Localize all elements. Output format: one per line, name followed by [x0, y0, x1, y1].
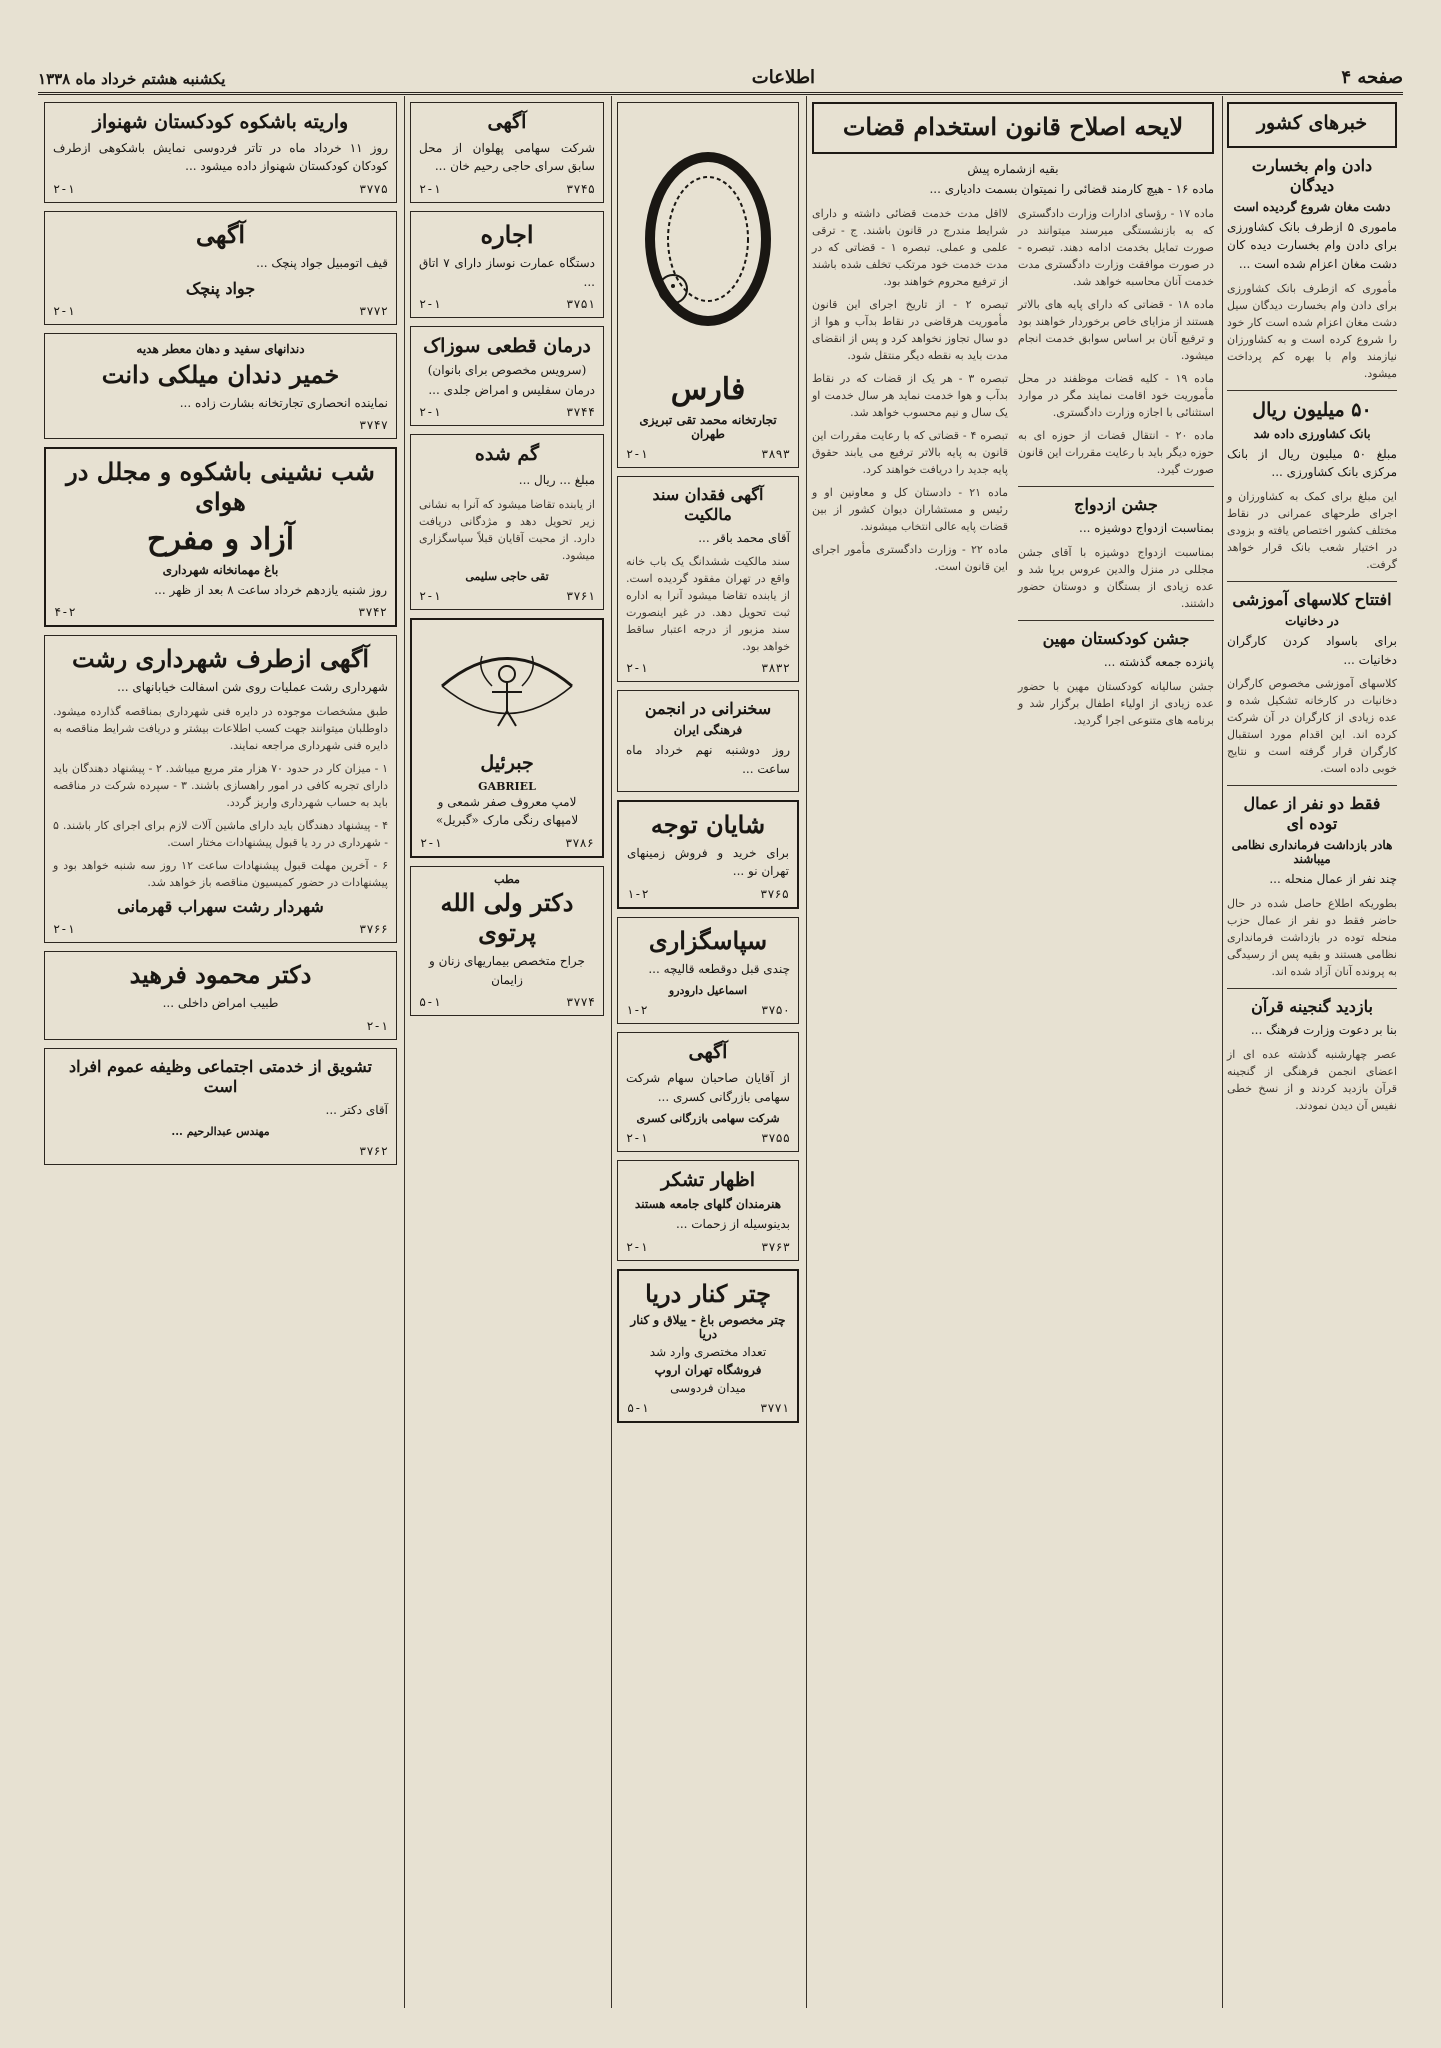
doctor-name: دکتر ولی الله پرتوی	[440, 887, 574, 947]
paper-name: اطلاعات	[751, 67, 816, 88]
clinic-ad	[410, 326, 604, 426]
clinic-sub: (سرویس مخصوص برای بانوان)	[427, 362, 587, 377]
thanks2-sub: هنرمندان گلهای جامعه هستند	[634, 1197, 782, 1212]
ad-code: ۲-۱ ۳۷۵۱	[419, 297, 595, 312]
filler-text: بطوریکه اطلاع حاصل شده در حال حاضر فقط دو نفر از عمال حزب منحله توده در بازداشت فرمانداری نظامی هستند و بقیه پس از رسیدگی به پرونده آنان آزاد شده اند.	[1227, 897, 1397, 979]
umbrella-title: چتر کنار دریا	[645, 1278, 771, 1308]
story-body: مبلغ ۵۰ میلیون ریال از بانک مرکزی بانک کشاورزی ...	[1227, 446, 1397, 480]
shareholders-body: از آقایان صاحبان سهام شرکت سهامی بازرگانی کسری ...	[626, 1071, 790, 1104]
umbrella-ad	[617, 1269, 799, 1423]
filler-text: تبصره ۲ - از تاریخ اجرای این قانون مأموریت هرقاضی در نقاط بدآب و هوا از دو سال تجاوز نخواهد کرد و پس از انقضای مدت باید به نقطه دیگر منتقل شود.	[812, 297, 1009, 362]
speech-title: سخنرانی در انجمن	[644, 699, 772, 719]
story-body: چند نفر از عمال منحله ...	[1269, 872, 1397, 887]
shareholders-sign: شرکت سهامی بازرگانی کسری	[636, 1112, 780, 1126]
ad-code: ۲-۱ ۳۷۸۶	[420, 835, 594, 850]
lost-deed-title: آگهی فقدان سند مالکیت	[652, 484, 764, 524]
tashvigh-sign: مهندس عبدالرحیم ...	[171, 1125, 270, 1139]
lost-title: گم شده	[474, 443, 540, 466]
tashvigh-ad	[44, 1048, 397, 1166]
section-title: خبرهای کشور	[1256, 112, 1368, 134]
column-news	[1221, 96, 1403, 2008]
lost-body: مبلغ ... ریال ...	[518, 473, 595, 488]
law-subtitle: بقیه ازشماره پیش	[967, 162, 1059, 176]
law-body: ماده ۱۶ - هیچ کارمند قضائی را نمیتوان بسمت دادیاری ...	[929, 182, 1214, 196]
story-title: بازدید گنجینه قرآن	[1251, 997, 1373, 1017]
angel-icon	[422, 626, 592, 746]
shareholders-ad	[617, 1032, 799, 1152]
filler-text: ماده ۱۹ - کلیه قضات موظفند در محل مأموریت خود اقامت نمایند مگر در موارد استثنائی با اجازه وزارت دادگستری.	[1018, 372, 1214, 420]
speech-body: روز دوشنبه نهم خرداد ماه ساعت ...	[626, 743, 790, 776]
night-party-ad	[44, 447, 397, 627]
rasht-ad	[44, 635, 397, 943]
rent-title: اجاره	[480, 219, 534, 249]
story-subtitle: بانک کشاورزی داده شد	[1253, 426, 1371, 441]
doctor-label: مطب	[494, 872, 520, 886]
thanks-body: چندی قبل دوقطعه قالیچه ...	[648, 961, 790, 976]
varieteh-body: روز ۱۱ خرداد ماه در تاتر فردوسی نمایش باشکوهی ازطرف کودکان کودکستان شهنواز داده میشود ...	[53, 140, 388, 174]
notice-body: برای خرید و فروش زمینهای تهران نو ...	[627, 845, 789, 879]
column-ads-small	[404, 96, 610, 2008]
filler-text: طبق مشخصات موجوده در دایره فنی شهرداری بمناقصه گذارده میشود. داوطلبان میتوانند جهت کسب اطلاعات بیشتر و دریافت شرایط مناقصه به دایره فنی شهرداری مراجعه نمایند.	[53, 704, 388, 752]
rent-body: دستگاه عمارت نوساز دارای ۷ اتاق ...	[419, 255, 595, 289]
filler-text: ۴ - پیشنهاد دهندگان باید دارای ماشین آلات لازم برای اجرای کار باشند. ۵ - شهرداری در رد یا قبول پیشنهادات مختار است.	[53, 819, 388, 850]
lost-deed-body: آقای محمد باقر ...	[698, 530, 790, 545]
ad-code: ۲-۱ ۳۷۶۱	[419, 589, 595, 603]
tashvigh-title: تشویق از خدمتی اجتماعی وظیفه عموم افراد است	[69, 1056, 372, 1096]
notice-title: آگهی	[487, 111, 527, 133]
speech-sub: فرهنگی ایران	[673, 723, 743, 738]
gabriel-logo	[420, 626, 594, 750]
jawad-sign: جواد پنچک	[185, 278, 256, 298]
filler-text: سند مالکیت ششدانگ یک باب خانه واقع در تهران مفقود گردیده است. از یابنده تقاضا میشود آنرا به اداره ثبت تحویل دهد. در غیر اینصورت سند مزبور از درجه اعتبار ساقط خواهد بود.	[626, 555, 790, 654]
gabriel-brand: GABRIEL	[478, 779, 536, 793]
ad-code: ۲-۱ ۳۷۴۴	[419, 405, 595, 420]
clinic-body: درمان سفلیس و امراض جلدی ...	[428, 382, 595, 397]
column-ads-center	[611, 96, 805, 2008]
thanks2-title: اظهار تشکر	[661, 1169, 755, 1192]
ad-code: ۲-۱	[366, 1018, 388, 1033]
column-law	[806, 96, 1220, 2008]
thanks2-ad	[617, 1160, 799, 1260]
shareholders-title: آگهی	[688, 1041, 728, 1064]
farhad-title: دکتر محمود فرهید	[129, 960, 312, 990]
notice-ad	[617, 800, 799, 909]
story-title: ۵۰ میلیون ریال	[1252, 398, 1372, 421]
law-header	[812, 102, 1214, 154]
lost-sign: تقی حاجی سلیمی	[465, 570, 549, 583]
ad-code: ۵-۱ ۳۷۷۴	[419, 995, 595, 1010]
filler-text: این مبلغ برای کمک به کشاورزان و اجرای طرحهای عمرانی در نقاط مختلف کشور اختصاص یافته و بزودی در اختیار شعب بانک قرار خواهد گرفت.	[1227, 489, 1397, 571]
filler-text: ماده ۱۸ - قضاتی که دارای پایه های بالاتر هستند از مزایای خاص برخوردار خواهند بود و ترفیع آنان بر اساس سوابق خدمت انجام میشود.	[1018, 297, 1215, 362]
notice-body: شرکت سهامی پهلوان از محل سابق سرای حاجی رحیم خان ...	[419, 140, 595, 174]
column-announcements	[38, 96, 403, 2008]
umbrella-line: تعداد مختصری وارد شد	[649, 1344, 767, 1359]
story-title: دادن وام بخسارت دیدگان	[1251, 155, 1373, 195]
ad-code: ۱-۲ ۳۷۵۰	[626, 1003, 790, 1018]
rasht-title: آگهی ازطرف شهرداری رشت	[71, 644, 370, 674]
varieteh-ad	[44, 102, 397, 203]
filler-text: از یابنده تقاضا میشود که آنرا به نشانی زیر تحویل دهد و مژدگانی دریافت دارد. از محبت آقایان قبلاً سپاسگزاری میشود.	[419, 497, 595, 562]
umbrella-addr: میدان فردوسی	[670, 1380, 746, 1395]
ad-code: ۲-۱ ۳۷۷۲	[53, 303, 388, 318]
toothpaste-tag: دندانهای سفید و دهان معطر هدیه	[136, 341, 305, 356]
jawad-title: آگهی	[195, 219, 246, 249]
filler-text: کلاسهای آموزشی مخصوص کارگران دخانیات در کارخانه تشکیل شده و عده زیادی از کارگران در آن شرکت کرده اند. این اقدام مورد استقبال کارگران قرار گرفته است و نتایج خوبی داده است.	[1227, 677, 1397, 776]
story-title: فقط دو نفر از عمال توده ای	[1243, 794, 1381, 834]
filler-text: ۱ - میزان کار در حدود ۷۰ هزار متر مربع میباشد. ۲ - پیشنهاد دهندگان باید دارای تجربه کافی در امور راهسازی باشند. ۳ - سپرده شرکت در مناقصه باید به حساب شهرداری واریز گردد.	[53, 761, 388, 810]
lost-deed-ad	[617, 476, 799, 683]
ad-code: ۱-۲ ۳۷۶۵	[627, 886, 789, 901]
ad-code: ۴-۲ ۳۷۴۲	[54, 605, 387, 620]
night-body: روز شنبه یازدهم خرداد ساعت ۸ بعد از ظهر ...	[154, 582, 387, 597]
notice-title: شایان توجه	[650, 809, 766, 839]
jawad-ad	[44, 211, 397, 325]
ad-code: ۵-۱ ۳۷۷۱	[627, 1400, 789, 1415]
ad-code: ۲-۱ ۳۷۴۵	[419, 181, 595, 196]
ad-code: ۲-۱ ۳۷۷۵	[53, 181, 388, 196]
varieteh-title: واریته باشکوه کودکستان شهنواز	[92, 111, 349, 133]
ad-code: ۳۷۶۲	[359, 1144, 388, 1159]
story-body: برای باسواد کردن کارگران دخانیات ...	[1227, 633, 1397, 667]
farhad-body: طبیب امراض داخلی ...	[162, 996, 279, 1011]
lost-ad	[410, 434, 604, 610]
notice-ad	[410, 102, 604, 203]
fars-sub: تجارتخانه محمد تقی تبریزی طهران	[639, 412, 777, 441]
jawad-body: قیف اتومبیل جواد پنچک ...	[256, 255, 388, 270]
thanks-title: سپاسگزاری	[648, 925, 768, 955]
filler-text: ماده ۲۲ - وزارت دادگستری مأمور اجرای این قانون است.	[812, 543, 1008, 574]
story-subtitle: هادر بازداشت فرمانداری نظامی میباشند	[1231, 838, 1393, 867]
masthead	[38, 52, 1403, 95]
filler-text: مأموری که ازطرف بانک کشاورزی برای دادن وام بخسارت دیدگان سیل دشت مغان اعزام شده است کار خود را شروع کرده است و به کشاورزان نیازمند وام با بهره کم پرداخت میشود.	[1227, 281, 1397, 380]
filler-text: ماده ۱۷ - رؤسای ادارات وزارت دادگستری که به بازنشستگی میرسند میتوانند در صورت تمایل بخدمت ادامه دهند. تبصره - در صورت موافقت وزارت دادگستری مدت خدمت آنان محاسبه خواهد شد.	[1018, 206, 1214, 288]
night-sub: باغ مهمانخانه شهرداری	[162, 562, 279, 577]
thanks-sign: اسماعیل دارودرو	[668, 984, 748, 998]
night-title-2: آزاد و مفرح	[146, 522, 295, 558]
thanks-ad	[617, 917, 799, 1025]
fars-brand: فارس	[670, 372, 746, 407]
filler-text: جشن سالیانه کودکستان مهین با حضور عده زیادی از اولیاء اطفال برگزار شد و برنامه های متنوعی اجرا گردید.	[1018, 679, 1214, 727]
law-columns	[812, 205, 1214, 735]
wedding-title: جشن ازدواج	[1074, 495, 1158, 515]
tashvigh-body: آقای دکتر ...	[325, 1102, 388, 1117]
ad-code: ۲-۱ ۳۸۹۳	[626, 446, 790, 461]
gabriel-ad	[410, 618, 604, 858]
doctor-ad	[410, 866, 604, 1016]
filler-text: ماده ۲۱ - دادستان کل و معاونین او و رئیس و مستشاران دیوان کشور از بین قضات پایه عالی انتخاب میشوند.	[812, 486, 1008, 534]
filler-text: بمناسبت ازدواج دوشیزه با آقای جشن مجللی در منزل والدین عروس برپا شد و عده زیادی از بستگان و دوستان حضور داشتند.	[1018, 545, 1214, 611]
page-number: صفحه ۴	[1341, 67, 1403, 88]
law-title: لایحه اصلاح قانون استخدام قضات	[842, 112, 1184, 141]
filler-text: ۶ - آخرین مهلت قبول پیشنهادات ساعت ۱۲ روز سه شنبه خواهد بود و پیشنهادات در حضور کمیسیون مناقصه باز خواهد شد.	[53, 859, 389, 890]
night-title: شب نشینی باشکوه و مجلل در هوای	[66, 457, 375, 517]
rent-ad	[410, 211, 604, 318]
filler-text: عصر چهارشنبه گذشته عده ای از اعضای انجمن فرهنگی از گنجینه قرآن بازدید کردند و از نسخ خطی نفیس آن دیدن نمودند.	[1227, 1047, 1397, 1113]
tire-illustration	[626, 109, 790, 369]
clinic-title: درمان قطعی سوزاک	[423, 335, 591, 358]
rasht-sign: شهردار رشت سهراب قهرمانی	[117, 897, 324, 917]
party-body: پانزده جمعه گذشته ...	[1103, 655, 1214, 670]
fars-ad	[617, 102, 799, 468]
story-body: بنا بر دعوت وزارت فرهنگ ...	[1250, 1023, 1397, 1038]
filler-text: تبصره ۳ - هر یک از قضات که در نقاط بدآب و هوا خدمت نماید هر سال خدمت او یک سال و نیم محسوب خواهد شد.	[812, 372, 1009, 420]
filler-text: تبصره ۴ - قضاتی که با رعایت مقررات این قانون به پایه بالاتر ترفیع می یابند حقوق پایه جدید را دریافت خواهند کرد.	[812, 429, 1008, 477]
story-title: افتتاح کلاسهای آموزشی	[1232, 589, 1392, 609]
toothpaste-title: خمیر دندان میلکی دانت	[101, 359, 340, 389]
gabriel-label: جبرئیل	[480, 752, 534, 774]
farhad-ad	[44, 951, 397, 1040]
umbrella-sub: چتر مخصوص باغ - ییلاق و کنار دریا	[630, 1312, 786, 1341]
party-title: جشن کودکستان مهین	[1042, 629, 1190, 649]
umbrella-shop: فروشگاه تهران اروپ	[654, 1362, 762, 1377]
doctor-body: جراح متخصص بیماریهای زنان و زایمان	[429, 953, 585, 987]
rasht-body: شهرداری رشت عملیات روی شن اسفالت خیابانهای ...	[117, 680, 388, 695]
ad-code: ۲-۱ ۳۷۶۶	[53, 922, 388, 937]
speech-ad	[617, 690, 799, 791]
toothpaste-body: نماینده انحصاری تجارتخانه بشارت زاده ...	[179, 395, 388, 410]
ad-code: ۳۷۴۷	[359, 418, 388, 433]
filler-text: لااقل مدت خدمت قضائی داشته و دارای شرایط مندرج در قانون باشند. ج - ترقی علمی و عملی. تبصره ۱ - قضاتی که در مدت خدمت خود مرتکب تخلف شده باشند از ترفیع محروم خواهند بود.	[812, 206, 1008, 288]
ad-code: ۲-۱ ۳۷۵۵	[626, 1131, 790, 1146]
filler-text: ماده ۲۰ - انتقال قضات از حوزه ای به حوزه دیگر باید با رعایت مقررات این قانون صورت گیرد.	[1018, 429, 1215, 477]
story-subtitle: در دخانیات	[1285, 613, 1339, 628]
story-subtitle: دشت مغان شروع گردیده است	[1233, 199, 1391, 214]
ad-code: ۲-۱ ۳۷۶۳	[626, 1239, 790, 1254]
thanks2-body: بدینوسیله از زحمات ...	[676, 1217, 790, 1232]
toothpaste-ad	[44, 333, 397, 440]
issue-date: یکشنبه هشتم خرداد ماه ۱۳۳۸	[38, 70, 226, 88]
ad-code: ۲-۱ ۳۸۳۲	[626, 661, 790, 676]
story-body: ماموری ۵ ازطرف بانک کشاورزی برای دادن وام بخسارت دیده کان دشت مغان اعزام شده است ...	[1227, 219, 1397, 271]
gabriel-body: لامپ معروف صفر شمعی و لامپهای رنگی مارک «گبریل»	[435, 794, 579, 828]
wedding-body: بمناسبت ازدواج دوشیزه ...	[1079, 521, 1214, 536]
tire-icon	[633, 149, 783, 329]
section-header	[1227, 102, 1397, 148]
